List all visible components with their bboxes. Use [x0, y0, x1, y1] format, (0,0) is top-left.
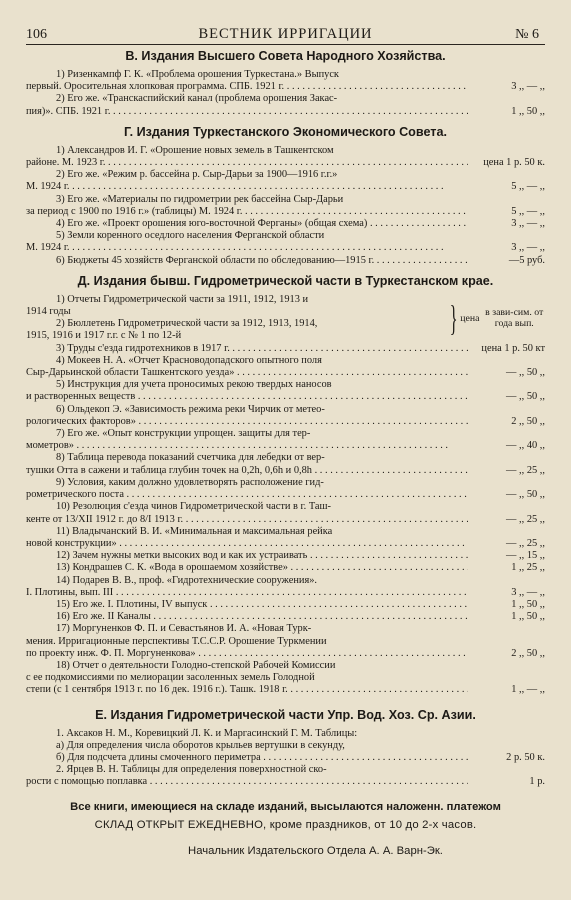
section-g-title: Г. Издания Туркестанского Экономического Совета.: [124, 124, 447, 139]
item-text: мометров» . . .: [26, 440, 468, 452]
list-item: [26, 648, 545, 660]
list-item: [26, 81, 545, 93]
item-text: 4) Его же. «Проект орошения юго-восточной Ферганы» (общая схема) . . .: [26, 218, 468, 230]
list-item: [26, 660, 545, 672]
brace-price-label: цена: [460, 312, 480, 324]
item-price: 1 ,, 25 ,,: [511, 562, 545, 574]
item-text: 1914 годы: [26, 306, 71, 318]
section-v-list: [26, 69, 545, 118]
item-text: 15) Его же. I. Плотины, IV выпуск . . .: [26, 599, 468, 611]
item-text: кенте от 13/XII 1912 г. до 8/I 1913 г. . . .: [26, 514, 468, 526]
item-text: рологических факторов» . . .: [26, 416, 468, 428]
item-price: 2 р. 50 к.: [506, 751, 545, 763]
item-text: 1) Александров И. Г. «Орошение новых земель в Ташкентском: [56, 144, 334, 156]
item-text: с ее подкомиссиями по мелиорации засоленных земель Голодной: [26, 672, 315, 684]
list-item: [26, 599, 545, 611]
list-item: [26, 575, 545, 587]
list-item: [26, 684, 545, 696]
item-price: — ,, 25 ,,: [506, 537, 545, 549]
item-text: тушки Отта в сажени и таблица глубин точек на 0,2h, 0,6h и 0,8h . . .: [26, 465, 468, 477]
list-item: [26, 255, 545, 267]
list-item: [26, 69, 545, 81]
item-text: М. 1924 г. . . .: [26, 242, 468, 254]
list-item: [26, 428, 545, 440]
item-price: 3 ,, — ,,: [511, 586, 545, 598]
item-text: степи (с 1 сентября 1913 г. по 16 дек. 1916 г.). Ташк. 1918 г. . . .: [26, 684, 468, 696]
list-item: [26, 169, 545, 181]
item-text: первый. Оросительная хлопковая программа. СПБ. 1921 г. . . .: [26, 81, 468, 93]
item-price: 1 ,, 50 ,,: [511, 105, 545, 117]
list-item: [26, 489, 545, 501]
item-text: а) Для определения числа оборотов крыльев вертушки в секунду,: [56, 739, 345, 751]
item-text: и растворенных веществ . . .: [26, 391, 468, 403]
section-d-list: [26, 343, 545, 697]
list-item: [26, 404, 545, 416]
section-d-title: Д. Издания бывш. Гидрометрической части в Туркестанском крае.: [77, 273, 494, 288]
list-item: [26, 672, 545, 684]
list-item: [26, 776, 545, 788]
issue-number: № 6: [515, 27, 539, 42]
list-item: [26, 294, 445, 306]
list-item: [26, 367, 545, 379]
list-item: [26, 440, 545, 452]
item-text: районе. М. 1923 г. . . .: [26, 157, 468, 169]
section-e-title: Е. Издания Гидрометрической части Упр. Вод. Хоз. Ср. Азии.: [95, 707, 476, 722]
item-price: 1 ,, — ,,: [511, 684, 545, 696]
list-item: [26, 230, 545, 242]
section-d-top-list: [26, 294, 445, 343]
item-price: —5 руб.: [508, 254, 545, 266]
item-price: 1 р.: [529, 776, 545, 788]
item-text: 6) Бюджеты 45 хозяйств Ферганской области по обследованию—1915 г. . . .: [26, 255, 468, 267]
item-text: 4) Мокеев Н. А. «Отчет Красноводопадского опытного поля: [56, 354, 322, 366]
item-text: 2. Ярцев В. Н. Таблицы для определения поверхностной ско-: [56, 764, 327, 776]
list-item: [26, 379, 545, 391]
list-item: [26, 343, 545, 355]
item-text: мения. Ирригационные перспективы Т.С.С.Р. Орошение Туркмении: [26, 635, 327, 647]
list-item: [26, 157, 545, 169]
item-price: цена 1 р. 50 к.: [483, 157, 545, 169]
item-text: 5) Инструкция для учета проносимых рекою твердых наносов: [56, 379, 332, 391]
item-price: — ,, 15 ,,: [506, 550, 545, 562]
list-item: [26, 218, 545, 230]
item-text: I. Плотины, вып. III . . .: [26, 587, 468, 599]
list-item: [26, 623, 545, 635]
list-item: [26, 465, 545, 477]
section-d-brace-block: [26, 294, 545, 343]
item-text: пия)». СПБ. 1921 г. . . .: [26, 106, 468, 118]
list-item: [26, 477, 545, 489]
list-item: [26, 501, 545, 513]
list-item: [26, 538, 545, 550]
signature-line: Начальник Издательского Отдела А. А. Варн-Эк.: [188, 844, 443, 857]
journal-title: ВЕСТНИК ИРРИГАЦИИ: [198, 26, 373, 42]
item-text: Сыр-Дарьинской области Ташкентского уезда» . . .: [26, 367, 468, 379]
item-text: 3) Его же. «Материалы по гидрометрии рек бассейна Сыр-Дарьи: [56, 193, 344, 205]
item-text: 10) Резолюция с'езда чинов Гидрометрической части в г. Таш-: [56, 501, 331, 513]
item-price: 3 ,, — ,,: [511, 242, 545, 254]
item-text: 5) Земли коренного оседлого населения Ферганской области: [56, 230, 325, 242]
item-price: — ,, 50 ,,: [506, 489, 545, 501]
item-text: 2) Бюллетень Гидрометрической части за 1912, 1913, 1914,: [56, 318, 318, 330]
mail-order-note: Все книги, имеющиеся на складе изданий, высылаются наложенн. платежом: [70, 800, 501, 813]
item-text: 11) Владычанский В. И. «Минимальная и максимальная рейка: [56, 525, 333, 537]
item-price: — ,, 25 ,,: [506, 464, 545, 476]
item-text: 1) Ризенкампф Г. К. «Проблема орошения Туркестана.» Выпуск: [56, 69, 339, 80]
price-brace: [445, 294, 545, 343]
list-item: [26, 194, 545, 206]
list-item: [26, 391, 545, 403]
list-item: [26, 764, 545, 776]
item-price: 2 ,, 50 ,,: [511, 415, 545, 427]
item-text: 14) Подарев В. В., проф. «Гидротехнические сооружения».: [56, 574, 318, 586]
list-item: [26, 752, 545, 764]
item-text: 2) Его же. «Транскаспийский канал (проблема орошения Закас-: [56, 93, 338, 105]
item-text: 13) Кондрашев С. К. «Вода в орошаемом хозяйстве» . . .: [26, 562, 468, 574]
item-price: — ,, 40 ,,: [506, 440, 545, 452]
page-header: [26, 22, 545, 45]
item-text: 18) Отчет о деятельности Голодно-степской Рабочей Комиссии: [56, 659, 336, 671]
item-text: б) Для подсчета длины смоченного периметра . . .: [26, 752, 468, 764]
item-text: 8) Таблица перевода показаний счетчика для лебедки от вер-: [56, 452, 325, 464]
section-v-title: В. Издания Высшего Совета Народного Хозяйства.: [125, 49, 446, 63]
item-price: 3 ,, — ,,: [511, 218, 545, 230]
item-price: 5 ,, — ,,: [511, 181, 545, 193]
list-item: [26, 181, 545, 193]
list-item: [26, 206, 545, 218]
list-item: [26, 728, 545, 740]
item-text: 1915, 1916 и 1917 г.г. с № 1 по 12-й: [26, 330, 182, 342]
section-e-list: [26, 728, 545, 789]
page-number: 106: [26, 27, 47, 42]
item-text: 3) Труды с'езда гидротехников в 1917 г. . . .: [26, 343, 468, 355]
list-item: [26, 330, 445, 342]
item-price: 2 ,, 50 ,,: [511, 647, 545, 659]
item-price: 1 ,, 50 ,,: [511, 598, 545, 610]
brace-note: в зави-сим. от года вып.: [485, 307, 544, 330]
item-text: новой конструкции» . . .: [26, 538, 468, 550]
warehouse-hours: СКЛАД ОТКРЫТ ЕЖЕДНЕВНО, кроме праздников, от 10 до 2-х часов.: [94, 818, 477, 831]
item-price: — ,, 50 ,,: [506, 391, 545, 403]
item-text: 7) Его же. «Опыт конструкции упрощен. защиты для тер-: [56, 428, 311, 440]
item-text: 16) Его же. II Каналы . . .: [26, 611, 468, 623]
list-item: [26, 550, 545, 562]
brace-icon: }: [449, 298, 458, 339]
item-price: цена 1 р. 50 кт: [481, 342, 545, 354]
item-price: 3 ,, — ,,: [511, 81, 545, 93]
list-item: [26, 306, 445, 318]
item-text: М. 1924 г. . . .: [26, 181, 468, 193]
item-text: 12) Зачем нужны метки высоких вод и как их устраивать . . .: [26, 550, 468, 562]
list-item: [26, 514, 545, 526]
list-item: [26, 740, 545, 752]
list-item: [26, 526, 545, 538]
list-item: [26, 318, 445, 330]
list-item: [26, 636, 545, 648]
list-item: [26, 242, 545, 254]
list-item: [26, 355, 545, 367]
list-item: [26, 611, 545, 623]
item-text: 2) Его же. «Режим р. бассейна р. Сыр-Дарьи за 1900—1916 г.г.»: [56, 169, 338, 181]
item-text: рости с помощью поплавка . . .: [26, 776, 468, 788]
list-item: [26, 587, 545, 599]
item-price: — ,, 25 ,,: [506, 513, 545, 525]
list-item: [26, 452, 545, 464]
item-price: 1 ,, 50 ,,: [511, 611, 545, 623]
item-text: 17) Моргуненков Ф. П. и Севастьянов И. А. «Новая Турк-: [56, 623, 312, 635]
list-item: [26, 416, 545, 428]
item-text: рометрического поста . . .: [26, 489, 468, 501]
section-g-list: [26, 145, 545, 267]
item-text: за период с 1900 по 1916 г.» (таблицы) М. 1924 г. . . .: [26, 206, 468, 218]
item-text: по проекту инж. Ф. П. Моргуненкова» . . .: [26, 648, 468, 660]
list-item: [26, 106, 545, 118]
item-price: — ,, 50 ,,: [506, 367, 545, 379]
list-item: [26, 93, 545, 105]
item-text: 1) Отчеты Гидрометрической части за 1911, 1912, 1913 и: [56, 293, 309, 305]
item-price: 5 ,, — ,,: [511, 205, 545, 217]
item-text: 6) Ольдекоп Э. «Зависимость режима реки Чирчик от метео-: [56, 403, 325, 415]
list-item: [26, 145, 545, 157]
list-item: [26, 562, 545, 574]
item-text: 9) Условия, каким должно удовлетворять расположение гид-: [56, 476, 324, 488]
content: [26, 48, 545, 857]
item-text: 1. Аксаков Н. М., Коревицкий Л. К. и Маргасинский Г. М. Таблицы:: [56, 727, 358, 739]
